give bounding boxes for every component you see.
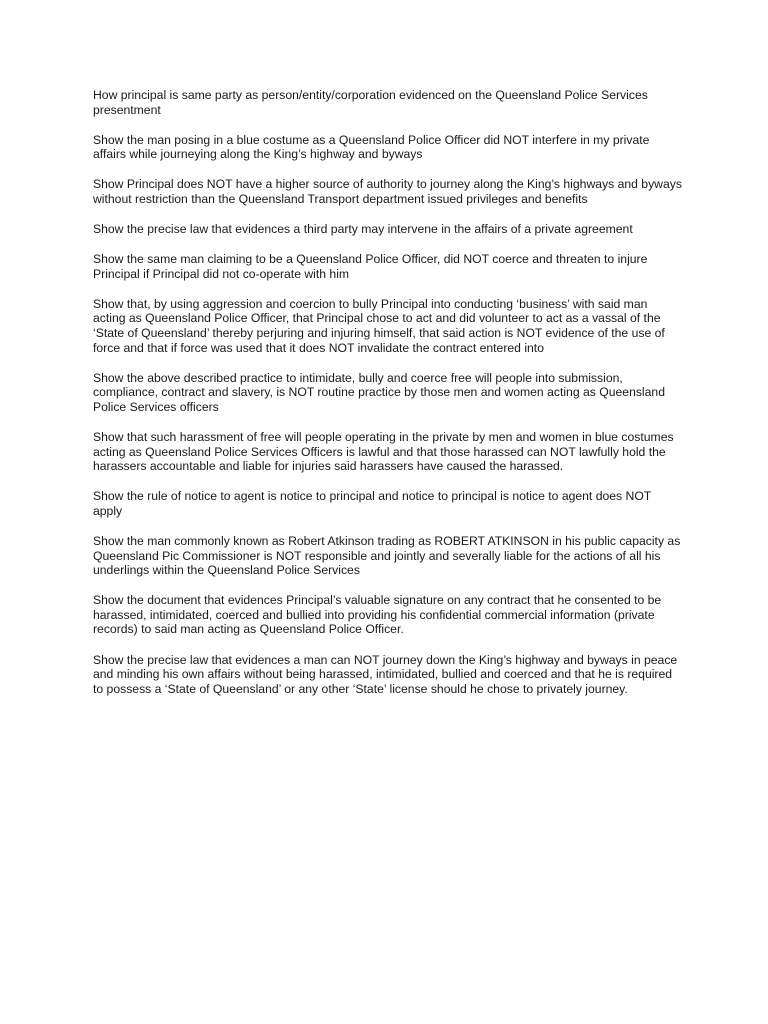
paragraph-3: Show Principal does NOT have a higher source of authority to journey along the King’s highways and byways without restriction than the Queensland Transport department issued privileges and benefits <box>93 177 682 206</box>
paragraph-1: How principal is same party as person/entity/corporation evidenced on the Queensland Police Services presentment <box>93 88 648 117</box>
paragraph-6: Show that, by using aggression and coercion to bully Principal into conducting ‘business’ with said man acting as Queensland Police Officer, that Principal chose to act and did volunteer to act as a vassal of the ‘State of Queensland’ thereby perjuring and injuring himself, that said action is NOT evidence of the use of force and that if force was used that it does NOT invalidate the contract entered into <box>93 296 665 355</box>
paragraph-8: Show that such harassment of free will people operating in the private by men and women in blue costumes acting as Queensland Police Services Officers is lawful and that those harassed can NOT lawfully hold the harassers accountable and liable for injuries said harassers have caused the harassed. <box>93 430 674 474</box>
paragraph-7: Show the above described practice to intimidate, bully and coerce free will people into submission, compliance, contract and slavery, is NOT routine practice by those men and women acting as Queensland Police Services officers <box>93 370 665 414</box>
paragraph-12: Show the precise law that evidences a man can NOT journey down the King’s highway and byways in peace and minding his own affairs without being harassed, intimidated, bullied and coerced and that he is required to possess a ‘State of Queensland’ or any other ‘State’ license should he chose to privately journey. <box>93 652 678 696</box>
paragraph-10: Show the man commonly known as Robert Atkinson trading as ROBERT ATKINSON in his public capacity as Queensland Pic Commissioner is NOT responsible and jointly and severally liable for the actions of all his underlings within the Queensland Police Services <box>93 533 681 578</box>
paragraph-11: Show the document that evidences Principal’s valuable signature on any contract that he consented to be harassed, intimidated, coerced and bullied into providing his confidential commercial information (private records) to said man acting as Queensland Police Officer. <box>93 593 662 637</box>
paragraph-4: Show the precise law that evidences a third party may intervene in the affairs of a private agreement <box>93 222 633 237</box>
paragraph-2: Show the man posing in a blue costume as a Queensland Police Officer did NOT interfere in my private affairs while journeying along the King’s highway and byways <box>93 132 650 162</box>
document-body <box>93 88 683 712</box>
paragraph-5: Show the same man claiming to be a Queensland Police Officer, did NOT coerce and threaten to injure Principal if Principal did not co-operate with him <box>93 252 648 281</box>
paragraph-9: Show the rule of notice to agent is notice to principal and notice to principal is notice to agent does NOT apply <box>93 489 652 518</box>
